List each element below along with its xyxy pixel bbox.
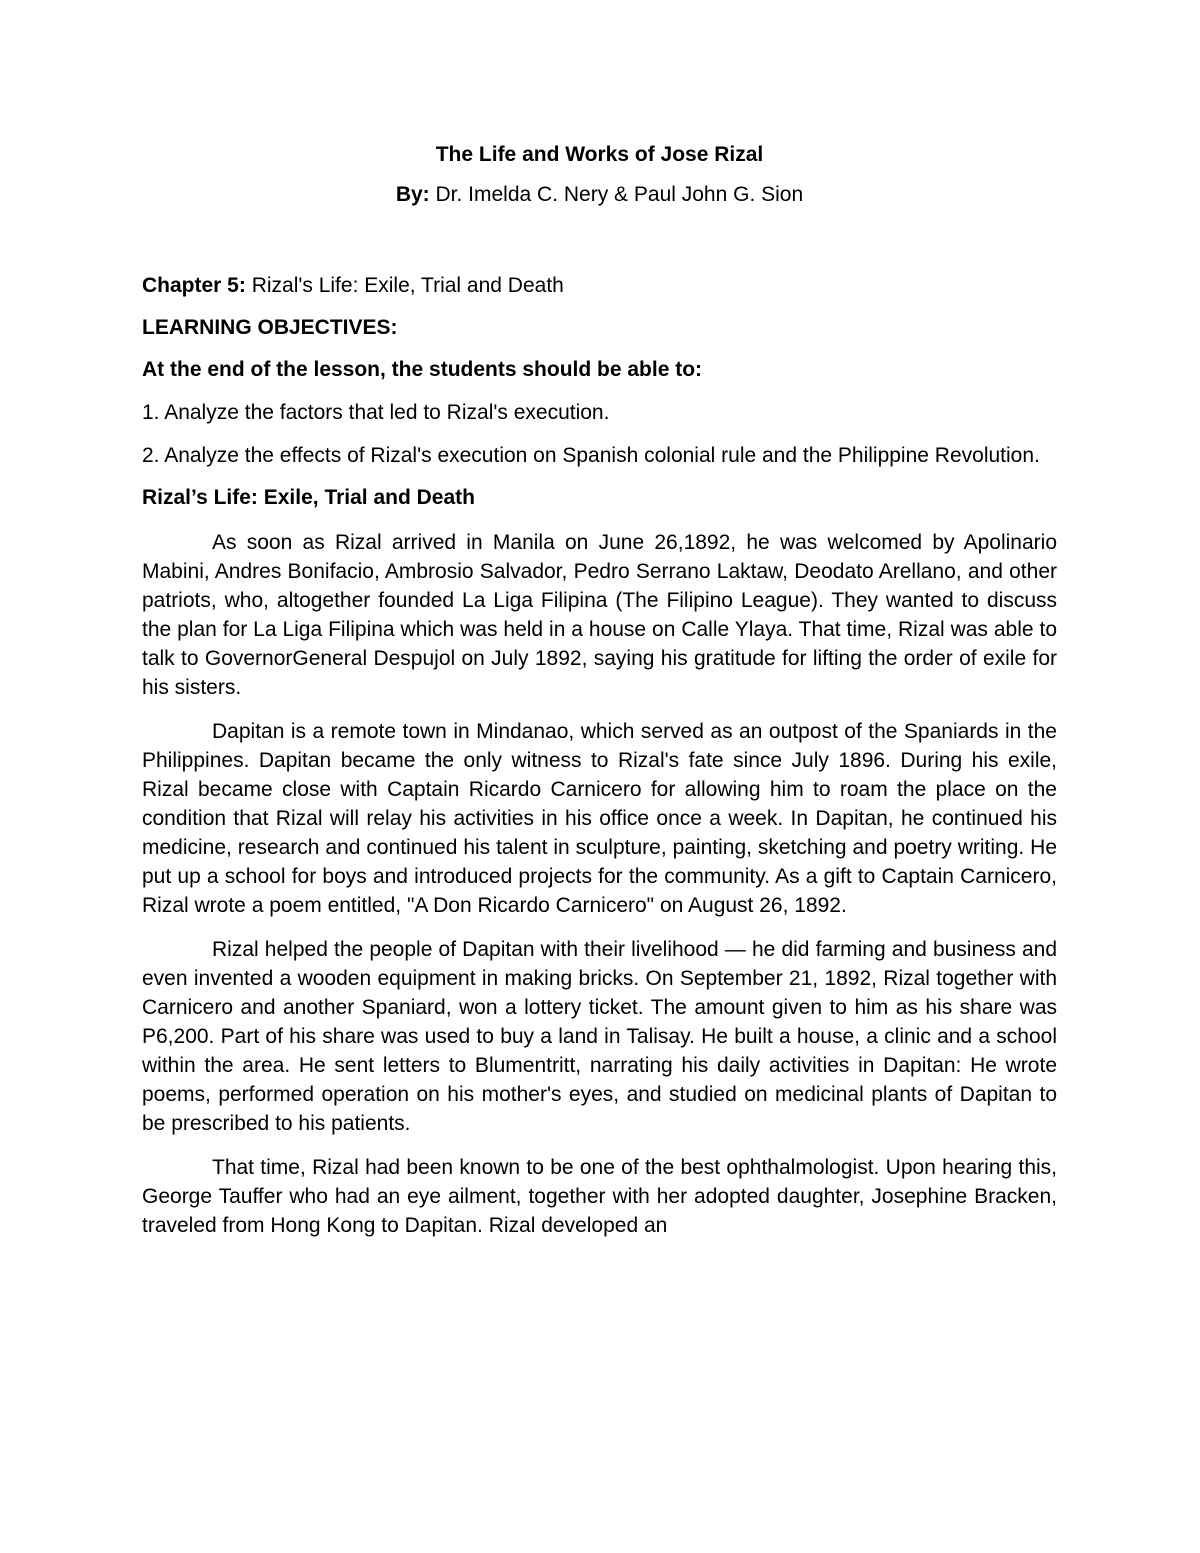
body-paragraph: That time, Rizal had been known to be one of the best ophthalmologist. Upon hearing this, George Tauffer who had an eye ailment, together with her adopted daughter, Josephine Bracken, traveled from Hong Kong to Dapitan. Rizal developed an xyxy=(142,1156,1057,1237)
objectives-heading: LEARNING OBJECTIVES: xyxy=(142,316,398,339)
chapter-label: Chapter 5: xyxy=(142,274,246,297)
body-paragraph: Dapitan is a remote town in Mindanao, which served as an outpost of the Spaniards in the Philippines. Dapitan became the only witness to Rizal's fate since July 1896. During his exile, Rizal became close with Captain Ricardo Carnicero for allowing him to roam the place on the condition that Rizal will relay his activities in his office once a week. In Dapitan, he continued his medicine, research and continued his talent in sculpture, painting, sketching and poetry writing. He put up a school for boys and introduced projects for the community. As a gift to Captain Carnicero, Rizal wrote a poem entitled, "A Don Ricardo Carnicero" on August 26, 1892. xyxy=(142,720,1057,917)
byline-authors: Dr. Imelda C. Nery & Paul John G. Sion xyxy=(429,183,804,206)
byline-label: By: xyxy=(395,183,430,206)
objectives-intro: At the end of the lesson, the students should be able to: xyxy=(142,358,703,381)
chapter-heading xyxy=(142,272,1057,300)
objective-item: 2. Analyze the effects of Rizal's execution on Spanish colonial rule and the Philippine Revolution. xyxy=(142,444,1040,467)
objective-item: 1. Analyze the factors that led to Rizal's execution. xyxy=(142,401,610,424)
body-paragraph: As soon as Rizal arrived in Manila on June 26,1892, he was welcomed by Apolinario Mabini, Andres Bonifacio, Ambrosio Salvador, Pedro Serrano Laktaw, Deodato Arellano, and other patriots, who, altogether founded La Liga Filipina (The Filipino League). They wanted to discuss the plan for La Liga Filipina which was held in a house on Calle Ylaya. That time, Rizal was able to talk to GovernorGeneral Despujol on July 1892, saying his gratitude for lifting the order of exile for his sisters. xyxy=(142,531,1057,699)
author-byline xyxy=(142,182,1057,208)
body-paragraph: Rizal helped the people of Dapitan with their livelihood — he did farming and business and even invented a wooden equipment in making bricks. On September 21, 1892, Rizal together with Carnicero and another Spaniard, won a lottery ticket. The amount given to him as his share was P6,200. Part of his share was used to buy a land in Talisay. He built a house, a clinic and a school within the area. He sent letters to Blumentritt, narrating his daily activities in Dapitan: He wrote poems, performed operation on his mother's eyes, and studied on medicinal plants of Dapitan to be prescribed to his patients. xyxy=(142,938,1057,1135)
document-title: The Life and Works of Jose Rizal xyxy=(435,143,764,166)
section-heading: Rizal’s Life: Exile, Trial and Death xyxy=(142,486,475,509)
chapter-title: Rizal's Life: Exile, Trial and Death xyxy=(245,274,564,297)
document-body xyxy=(142,136,1057,1255)
